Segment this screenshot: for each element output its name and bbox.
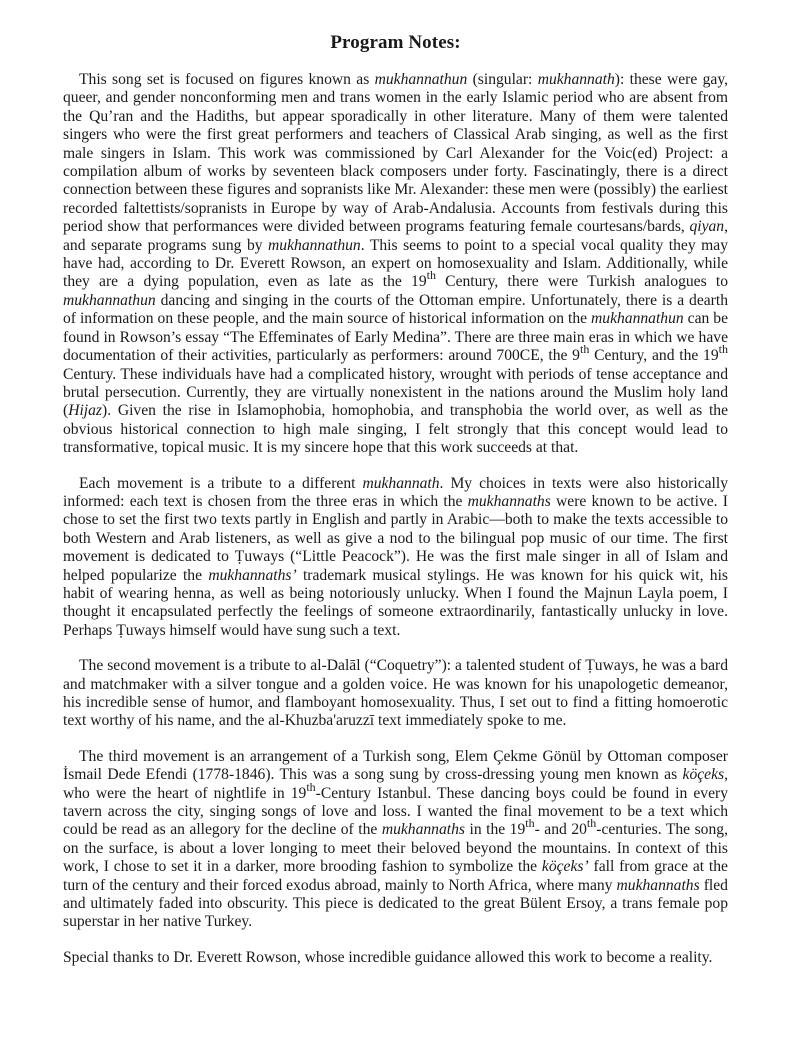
paragraph-first-movement: Each movement is a tribute to a different mukhannath. My choices in texts were also historically informed: each text is chosen from the three eras in which the mukhannaths were known to be active. I chose to set the first two texts partly in English and partly in Arabic—both to make the texts accessible to both Western and Arab listeners, as well as give a nod to the bilingual pop music of our time. The first movement is dedicated to Ṭuways (“Little Peacock”). He was the first male singer in all of Islam and helped popularize the mukhannaths’ trademark musical stylings. He was known for his quick wit, his habit of wearing henna, as well as being notoriously unlucky. When I found the Majnun Layla poem, I thought it encapsulated perfectly the feelings of someone extraordinarily, fantastically unlucky in love. Perhaps Ṭuways himself would have sung such a text. [63, 474, 729, 639]
program-notes-page [63, 32, 728, 984]
paragraph-intro: This song set is focused on figures known as mukhannathun (singular: mukhannath): these were gay, queer, and gender nonconforming men and trans women in the early Islamic period who are absent from the Qu’ran and the Hadiths, but appear sporadically in other literature. Many of them were talented singers who were the first great performers and teachers of Classical Arab singing, as well as the first male singers in Islam. This work was commissioned by Carl Alexander for the Voic(ed) Project: a compilation album of works by seventeen black composers under forty. Fascinatingly, there is a direct connection between these figures and sopranists like Mr. Alexander: these men were (possibly) the earliest recorded faltettists/sopranists in Europe by way of Arab-Andalusia. Accounts from festivals during this period show that performances were divided between programs featuring female courtesans/bards, qiyan, and separate programs sung by mukhannathun. This seems to point to a special vocal quality they may have had, according to Dr. Everett Rowson, an expert on homosexuality and Islam. Additionally, while they are a dying population, even as late as the 19th Century, there were Turkish analogues to mukhannathun dancing and singing in the courts of the Ottoman empire. Unfortunately, there is a dearth of information on these people, and the main source of historical information on the mukhannathun can be found in Rowson’s essay “The Effeminates of Early Medina”. There are three main eras in which we have documentation of their activities, particularly as performers: around 700CE, the 9th Century, and the 19th Century. These individuals have had a complicated history, wrought with periods of tense acceptance and brutal persecution. Currently, they are virtually nonexistent in the nations around the Muslim holy land (Hijaz). Given the rise in Islamophobia, homophobia, and transphobia the world over, as well as the obvious historical connection to high male singing, I felt strongly that this concept would lead to transformative, topical music. It is my sincere hope that this work succeeds at that. [63, 71, 729, 457]
paragraph-second-movement: The second movement is a tribute to al-Dalāl (“Coquetry”): a talented student of Ṭuways, he was a bard and matchmaker with a silver tongue and a golden voice. He was known for his unapologetic demeanor, his incredible sense of humor, and flamboyant homosexuality. Thus, I set out to find a fitting homoerotic text worthy of his name, and the al-Khuzba'aruzzī text immediately spoke to me. [63, 657, 728, 730]
paragraph-third-movement: The third movement is an arrangement of a Turkish song, Elem Çekme Gönül by Ottoman composer İsmail Dede Efendi (1778-1846). This was a song sung by cross-dressing young men known as köçeks, who were the heart of nightlife in 19th-Century Istanbul. These dancing boys could be found in every tavern across the city, singing songs of love and loss. I wanted the final movement to be a text which could be read as an allegory for the decline of the mukhannaths in the 19th- and 20th-centuries. The song, on the surface, is about a lover longing to meet their beloved beyond the mountains. In context of this work, I chose to set it in a darker, more brooding fashion to symbolize the köçeks’ fall from grace at the turn of the century and their forced exodus abroad, mainly to North Africa, where many mukhannaths fled and ultimately faded into obscurity. This piece is dedicated to the great Bülent Ersoy, a trans female pop superstar in her native Turkey. [63, 747, 728, 931]
page-title: Program Notes: [330, 32, 461, 53]
paragraph-acknowledgement: Special thanks to Dr. Everett Rowson, whose incredible guidance allowed this work to become a reality. [63, 948, 713, 966]
